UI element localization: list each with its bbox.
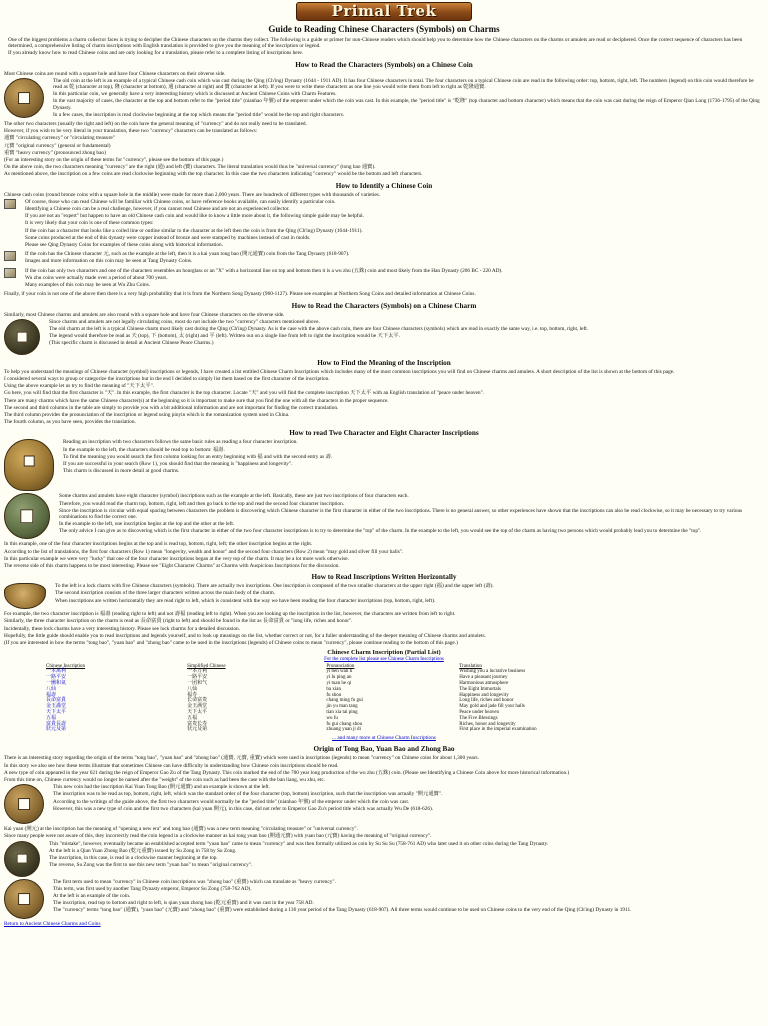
eight-character-charm-image [4,493,50,539]
section-paragraph: 元寶 "original currency" (general or fundamental) [4,142,111,149]
media-block-text [45,841,764,870]
block-line: The second inscription consists of the three larger characters written across the main body of the charm. [55,590,276,597]
coin-thumbnail [4,268,16,278]
origin-paragraph: In this story we also see how these terms illustrate that sometimes Chinese can have difficulty in understanding how Chinese coin inscriptions should be read. [4,762,339,769]
block-line: Wu zhu coins were actually made over a period of about 700 years. [25,274,168,281]
section-paragraph: (If you are interested in how the terms "tong bao", "yuan bao" and "zhong bao" came to be used in the inscriptions (legends) of Chinese coins to mean "currency", please continue reading to the bottom of this page.) [4,639,458,646]
origin-paragraph: Since many people were not aware of this, they incorrectly read the coin legend in a clockwise manner as kai tong yuan bao (開通元寶) with yuan bao (元寶) having the meaning of "original currency". [4,833,432,840]
block-line: At the left is a Qian Yuan Zhong Bao (乾元重寶) issued by Su Zong in 758 by Su Zong. [49,847,237,854]
table-cell: Happiness and longevity [459,692,509,698]
block-line: The reverse, Su Zong was the first to use this new term "yuan bao" to mean "original currency". [49,862,253,869]
block-line: The only advice I can give as to discovering which is the first character in either of the two four character inscriptions is to try to determine the "top" of the charm. In the example to the left, you would see the top of the charm as having two persons which would probably lead you to determine the "top". [59,528,702,535]
block-line: Images and more information on this coin may be seen at Tang Dynasty Coins. [25,258,193,265]
section-paragraph: Go here, you will find that the first character is "天". In this example, the first character is the top character. Locate "天" and you will find the complete inscription 天下太平 with an English translation of "peace under heaven". [4,390,484,397]
inscription-table-link[interactable]: For the complete list please see Chinese Charm Inscriptions [324,656,444,662]
table-header: Simplified Chinese [187,663,226,669]
table-cell: First place in the imperial examination [459,727,537,733]
origin-paragraph: From this time on, Chinese currency would no longer be named after the "weight" of the coin such as had been the case with the ban liang, wu zhu, etc. [4,777,326,784]
origin-paragraph: There is an interesting story regarding the origin of the terms "tong bao", "yuan bao" and "zhong bao" (通寶, 元寶, 重寶) which were used in inscriptions (legends) to mean "currency" on Chinese coins for about 1,300 years. [4,755,479,762]
table-header: Chinese Inscription [46,663,86,669]
table-cell: 一本万利 [187,669,208,675]
table-cell: May gold and jade fill your halls [459,704,525,710]
block-line: Some coins produced at the end of this dynasty were copper instead of bronze and were stamped by machines instead of cast in molds. [25,234,311,241]
media-block [0,439,768,491]
block-line: The inscription, in this case, is read in a clockwise manner beginning at the top. [49,855,218,862]
block-line: Identifying a Chinese coin can be a real challenge, however, if you cannot read Chinese and are not an experienced collector. [25,206,290,213]
block-line: If you are successful in your search (Row 1), you should find that the meaning is "happiness and longevity". [63,460,293,467]
intro-paragraph: One of the biggest problems a charm collector faces is trying to decipher the Chinese characters on the charms they collect. The following is a guide or primer for non-Chinese readers which should help you to determine how the Chinese characters on the charms or amulets are read or deciphered. Once the correct sequence of characters has been determined, a comprehensive listing of charm inscriptions with English translation is provided to give you the meaning of the inscription or legend. [8,37,743,50]
table-cell: ba xian [326,686,341,692]
block-line: (This specific charm is discussed in detail at Ancient Chinese Peace Charms.) [49,340,214,347]
section-paragraph: The other two characters (usually the right and left) on the coin have the general meaning of "currency" and do not really need to be translated. [4,121,307,128]
section-paragraph: The reverse side of this charm happens to be most interesting. Please see "Eight Character Charms" at Charms with Auspicious Inscriptions for the discussion. [4,562,340,569]
inscription-link[interactable]: 長命富貴 [46,698,67,704]
charm-image [4,319,40,355]
table-cell: The Eight Immortals [459,686,501,692]
block-line: Some charms and amulets have eight character (symbol) inscriptions such as the example at the left. Basically, these are just two inscriptions of four characters each. [59,493,409,500]
return-link[interactable]: Return to Ancient Chinese Charms and Coins [4,920,101,927]
inscription-link[interactable]: 天下太平 [46,710,67,716]
table-cell: 长命富贵 [187,698,208,704]
page [0,2,768,927]
inscription-link[interactable]: 八仙 [46,686,57,692]
table-footer-link[interactable]: ... and many more at Chinese Charm Inscriptions [332,735,436,742]
table-cell: 富贵长寿 [187,721,208,727]
section-heading: How to Read the Characters (Symbols) on a Chinese Charm [291,301,477,310]
table-header: Translation [459,663,482,669]
block-line: In the example to the left, the characters should be read top to bottom: 福壽. [63,446,225,453]
block-line: The old coin at the left is an example of a typical Chinese cash coin which was cast during the Qing (Ch'ing) Dynasty (1644 - 1911 AD). It has four Chinese characters in total. The four characters on a typical Chinese coin are read in the following order: top, bottom, right, left. The numbers (legend) on this coin would therefore be read as 乾 (character at top), 隆 (character at bottom), 通 (character at right) and 寶 (character at left). If you were to write these characters as one line you would write them from left to right as 乾隆通寶. [53,77,754,91]
inscription-link[interactable]: 一本萬利 [46,669,67,675]
coin-thumbnail [4,251,16,261]
block-line: Of course, those who can read Chinese will be familiar with Chinese coins, or have reference books available, can easily identify a particular coin. [25,198,336,205]
media-block-text [51,583,764,605]
section-heading: How to Read the Characters (Symbols) on a Chinese Coin [295,60,473,69]
section-paragraph: Using the above example let us try to find the meaning of "天下太平". [4,383,155,390]
inscription-link[interactable]: 一路平安 [46,675,67,681]
section-paragraph: As mentioned above, the inscription on a few coins are read clockwise beginning with the top character. In this case the two characters indicating "currency" would be the bottom and left characters. [4,171,423,178]
section-paragraph: Finally, if your coin is not one of the above then there is a very high probability that it is from the Northern Song Dynasty (960-1127). Please see examples at Northern Song Coins and detailed information at Chinese Coins. [4,291,476,298]
section-paragraph: The fourth column, as you have seen, provides the translation. [4,419,136,426]
section-lead: Chinese cash coins (round bronze coins with a square hole in the middle) were made for more than 2,000 years. There are hundreds of different types with thousands of varieties. [4,191,381,198]
block-line: If the coin has only two characters and one of the characters resembles an hourglass or an "X" with a horizontal line on top and bottom then it is a wu zhu (五銖) coin and most likely from the Han Dynasty (206 BC - 220 AD). [25,267,503,274]
block-line: This charm is discussed in more detail at good charms. [63,468,180,475]
block-line: The "currency" terms "tong bao" (通寶), "yuan bao" (元寶) and "zhong bao" (重寶) were established during a 136 year period of the Tang Dynasty (618-907). All three terms would continue to be used on Chinese coins to the very end of the Qing (Ch'ing) Dynasty in 1911. [53,907,632,914]
media-block-text [49,879,764,915]
two-character-charm-image [4,439,54,491]
block-line: In the vast majority of cases, the character at the top and bottom refer to the "period title" (nianhao 年號) of the emperor under which the coin was cast. In this example, the "period title" is "乾隆" (top character and bottom character) which means that the coin was cast during the reign of Emperor Qian Long (1736-1795) of the Qing Dynasty. [53,98,760,111]
inscription-link[interactable]: 狀元及第 [46,727,67,733]
section-paragraph: In this example, one of the four character inscriptions begins at the top and is read top, bottom, right, left; the other inscription begins at the right. [4,541,313,548]
table-cell: jin yu man tang [326,704,358,710]
inscription-table-title: Chinese Charm Inscription (Partial List) [327,649,441,657]
block-line: According to the writings of the guide above, the first two characters would normally be the "period title" (nianhao 年號) of the emperor under which the coin was cast. [53,798,410,805]
table-cell: 八仙 [187,686,198,692]
section-paragraph: According to the list of translations, the first four characters (Row 1) mean "longevity, wealth and honor" and the second four characters (Row 2) mean "may gold and silver fill your halls". [4,548,404,555]
section-lead: To help you understand the meanings of Chinese character (symbol) inscriptions or legends, I have created a list entitled Chinese Charm Inscriptions which includes many of the most common inscriptions you will find on Chinese charms and amulets. A short description of the list is shown at the bottom of this page. [4,368,675,375]
section-paragraph: I considered several ways to group or categorize the inscriptions but in the end I decided to simply list them based on the first character of the inscription. [4,375,330,382]
charm-image [4,841,40,877]
table-cell: wu fu [326,715,338,721]
table-cell: Harmonious atmosphere [459,681,509,687]
media-block [0,251,768,265]
section-paragraph: Hopefully, the little guide should enable you to read inscriptions and legends yourself, and to look up meanings on the list, whether correct or not, for a fuller understanding of the deeper meaning of Chinese charms and amulets. [4,632,486,639]
media-block [0,319,768,355]
block-line: The old charm at the left is a typical Chinese charm most likely cast during the Qing (Ch'ing) Dynasty. As is the case with the above cash coin, there are four Chinese characters (symbols) which are read in exactly the same way, i.e. top, bottom, right, left. [49,325,589,332]
coin-image [4,78,44,118]
media-block-text [49,784,764,813]
block-line: To the left is a lock charm with five Chinese characters (symbols). There are actually two inscriptions. One inscription is composed of the two smaller characters at the upper right (福) and the upper left (壽). [55,583,494,590]
media-block-text [49,78,764,119]
media-block [0,268,768,290]
section-heading: How to Identify a Chinese Coin [335,181,433,190]
table-cell: yi lu ping an [326,675,352,681]
block-line: In the example to the left, one inscription begins at the top and the other at the left. [59,521,235,528]
coin-image [4,784,44,824]
table-header: Pronunciation [326,663,355,669]
media-block [0,841,768,877]
section-paragraph: The third column provides the pronunciation of the inscription or legend using pinyin which is the romanization system used in China. [4,411,290,418]
intro-text [0,37,768,57]
media-block [0,493,768,539]
inscription-link[interactable]: 五福 [46,715,57,721]
table-cell: Riches, honor and longevity [459,721,516,727]
section-paragraph: 通寶 "circulating currency" or "circulating treasure" [4,135,115,142]
inscription-table [44,664,724,734]
origin-paragraph: Kai yuan (開元) at the inscription has the meaning of "opening a new era" and tong bao (通寶) was a new term meaning "circulating treasure" or "universal currency". [4,826,358,833]
media-block-text [21,251,764,265]
block-line: If the coin has a character that looks like a coiled line or outline similar to the character at the left then the coin is from the Qing (Ch'ing) Dynasty (1644-1911). [25,227,363,234]
table-cell: yi ben wan li [326,669,353,675]
block-line: The legend would therefore be read as 天 (top), 下 (bottom), 太 (right) and 平 (left). Written out on a single line from left to right the inscription would be 天下太平. [49,333,401,340]
media-block-text [55,493,764,535]
table-cell: 天下太平 [187,710,208,716]
section-paragraph: For example, the two character inscription is 福壽 (reading right to left) and not 壽福 (reading left to right). When you are looking up the inscription in the list, however, the characters are written from left to right. [4,611,456,618]
table-cell: fu shou [326,692,342,698]
intro-paragraph: If you already know how to read Chinese coins and are only looking for a translation, please refer to a complete listing of inscriptions here. [8,50,304,57]
media-block [0,879,768,919]
section-paragraph: However, if you wish to be very literal in your translation, these two "currency" characters can be translated as follows: [4,128,258,135]
block-line: Since charms and amulets are not legally circulating coins, most do not include the two "currency" characters mentioned above. [49,318,320,325]
media-block-text [21,268,764,290]
table-cell: Peace under heaven [459,710,499,716]
block-line: This new coin had the inscription Kai Yuan Tong Bao (開元通寶) and an example is shown at the left. [53,784,270,791]
block-line: At the left is an example of the coin. [53,893,131,900]
media-block-text [59,439,764,475]
block-line: Therefore, you would read the charm top, bottom, right, left and then go back to the top and read the second four character inscription. [59,500,345,507]
media-block [0,583,768,609]
section-paragraph: Incidentally, these lock charms have a very interesting history. Please see lock charms for a detailed discussion. [4,625,240,632]
block-line: It is very likely that your coin is one of these common types: [25,220,154,227]
inscription-link[interactable]: 福壽 [46,692,57,698]
block-line: In a few cases, the inscription is read clockwise beginning at the top which means the "period title" would be the top and right characters. [53,111,345,118]
table-cell: yi tuan he qi [326,681,352,687]
section-paragraph: (For an interesting story on the origin of these terms for "currency", please see the bottom of this page.) [4,157,224,164]
table-cell: 一路平安 [187,675,208,681]
media-block [0,78,768,119]
section-lead: Similarly, most Chinese charms and amulets are also round with a square hole and have four Chinese characters on the obverse side. [4,311,285,318]
section-paragraph: In this particular example we were very "lucky" that one of the four character inscriptions began at the very top of the charm. It may be a lot more work otherwise. [4,555,349,562]
section-heading: How to Find the Meaning of the Inscription [317,358,451,367]
media-block [0,784,768,824]
block-line: To find the meaning you would search the first column looking for an entry beginning with 福 and with the second entry as 壽. [63,453,333,460]
section-paragraph: There are many charms which have the same Chinese character(s) at the beginning so it is important to make sure that you find the one with all the characters in the proper sequence. [4,397,389,404]
section-paragraph: Similarly, the three character inscription on the charm is read as 長命富貴 (right to left) and should be found in the list as 長命富貴 or "long life, riches and honor". [4,618,353,625]
block-line: This "mistake", however, eventually became an established accepted term "yuan bao" came to mean "currency" and was then formally utilized as coin by Su Su Su (758-761 AD) who later used it on other coins during the Tang Dynasty. [49,840,549,847]
table-cell: 金玉满堂 [187,704,208,710]
media-block-text [21,199,764,249]
block-line: Since the inscription is circular with equal spacing between characters the problem is discovering which Chinese character is the first character in either of the two inscriptions. There is no general answer, so other experiences have shown that the inscriptions can also be read clockwise, so it may be necessary to try various combinations to find the correct one. [59,507,743,520]
table-cell: 一团和气 [187,681,208,687]
table-cell: Have a pleasant journey [459,675,508,681]
origin-paragraph: A new type of coin appeared in the year 621 during the reign of Emperor Gao Zu of the Tang Dynasty. This coin marked the end of the 700 year long production of the wu zhu (五銖) coin. (Please see Identifying a Chinese Coin above for more historical information.) [4,769,570,776]
table-cell: zhuang yuan ji di [326,727,361,733]
table-cell: chang ming fu gui [326,698,363,704]
lock-charm-image [4,583,46,609]
table-cell: 状元及第 [187,727,208,733]
section-paragraph: 重寶 "heavy currency" (pronounced zhong bao) [4,149,106,156]
section-paragraph: On the above coin, the two characters meaning "currency" are the right (通) and left (寶) characters. The literal translation would thus be "universal currency" (tong bao 通寶). [4,164,376,171]
inscription-link[interactable]: 金玉滿堂 [46,704,67,710]
block-line: This term, was first used by another Tang Dynasty emperor, Emperor Su Zong (758-762 AD). [53,885,252,892]
guide-sections [0,61,768,647]
table-cell: tian xia tai ping [326,710,358,716]
section-heading: How to Read Inscriptions Written Horizontally [311,573,457,582]
media-block-text [45,319,764,348]
page-title: Guide to Reading Chinese Characters (Symbols) on Charms [268,24,500,34]
site-logo-banner[interactable]: Primal Trek [296,2,472,21]
block-line: However, this was a new type of coin and the first two characters (kai yuan 開元), in this case, did not refer to Emperor Gao Zu's period title which was actually Wu De (618-626). [53,805,434,812]
origin-section [0,755,768,926]
block-line: The inscription, read top to bottom and right to left, is qian yuan zhong bao (乾元重寶) and it was cast in the year 758 AD. [53,900,314,907]
inscription-link[interactable]: 富貴長壽 [46,721,67,727]
block-line: Many examples of this coin may be seen at Wu Zhu Coins. [25,282,151,289]
block-line: The first term used to mean "currency" in Chinese coin inscriptions was "zhong bao" (重寶) which can translate as "heavy currency". [53,878,336,885]
media-block [0,199,768,249]
block-line: The inscription was to be read as top, bottom, right, left, which was the standard order of the four character (top, bottom) inscription, such that the inscription was actually "開元通寶". [53,791,443,798]
section-paragraph: The second and third columns in the table are simply to provide you with a bit additional information and are not important for finding the correct translation. [4,404,339,411]
coin-thumbnail [4,199,16,209]
section-lead: Most Chinese coins are round with a square hole and have four Chinese characters on their obverse side. [4,70,226,77]
table-row [44,727,724,733]
block-line: In this particular coin, we generally have a very interesting history which is discussed at Ancient Chinese Coins with Charm Features. [53,91,337,98]
block-line: If you are not an "expert" but happen to have an old Chinese cash coin and would like to know a little more about it, the following simple guide may be helpful. [25,213,364,220]
coin-image [4,879,44,919]
origin-heading: Origin of Tong Bao, Yuan Bao and Zhong Bao [313,745,455,754]
inscription-link[interactable]: 一團和氣 [46,681,67,687]
section-heading: How to read Two Character and Eight Character Inscriptions [289,429,479,438]
table-cell: 五福 [187,715,198,721]
table-cell: 福寿 [187,692,198,698]
block-line: Please see Qing Dynasty Coins for examples of these coins along with historical information. [25,242,224,249]
table-cell: Wishing you a lucrative business [459,669,526,675]
table-cell: Long life, riches and honor [459,698,514,704]
table-cell: The Five Blessings [459,715,498,721]
block-line: If the coin has the Chinese character 元, such as the example at the left, then it is a kai yuan tong bao (開元通寶) coin from the Tang Dynasty (618-907). [25,251,350,258]
table-cell: fu gui chang shou [326,721,363,727]
block-line: When inscriptions are written horizontally they are read right to left, which is consistent with the way we have been reading the four character inscriptions (top, bottom, right, left). [55,597,436,604]
block-line: Reading an inscription with two characters follows the same basic rules as reading a four character inscription. [63,439,298,446]
